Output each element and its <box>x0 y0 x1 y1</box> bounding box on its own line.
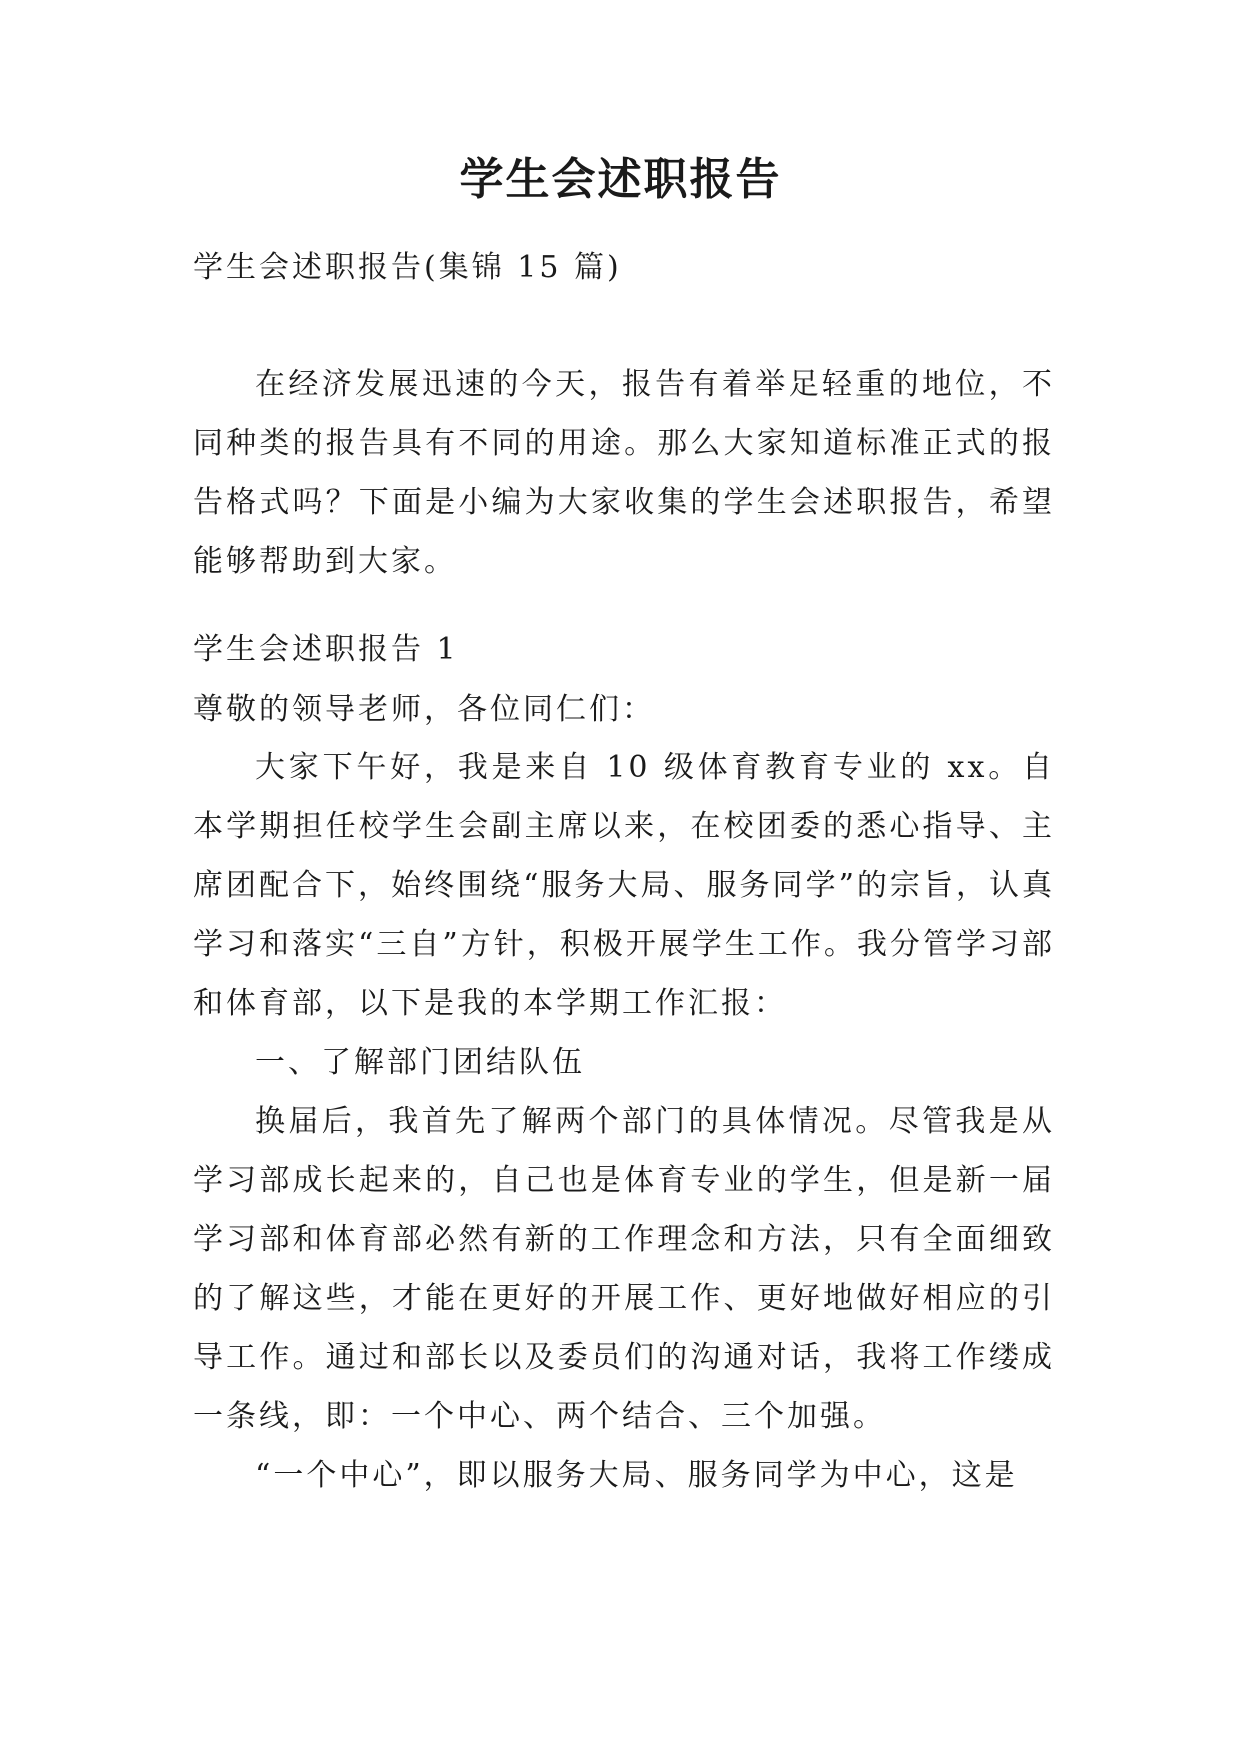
body-text <box>193 738 1055 1505</box>
document-title: 学生会述职报告 <box>459 154 782 205</box>
document-subtitle: 学生会述职报告(集锦 15 篇) <box>193 250 622 285</box>
body-paragraph-3: “一个中心”，即以服务大局、服务同学为中心，这是 <box>255 1458 1018 1493</box>
body-paragraph-2: 换届后，我首先了解两个部门的具体情况。尽管我是从学习部成长起来的，自己也是体育专业的学生，但是新一届学习部和体育部必然有新的工作理念和方法，只有全面细致的了解这些，才能在更好的开展工作、更好地做好相应的引导工作。通过和部长以及委员们的沟通对话，我将工作缕成一条线，即：一个中心、两个结合、三个加强。 <box>193 1104 1055 1434</box>
salutation: 尊敬的领导老师，各位同仁们： <box>193 692 655 727</box>
section-heading: 学生会述职报告 1 <box>193 632 459 667</box>
body-heading-1: 一、了解部门团结队伍 <box>255 1045 585 1080</box>
intro-paragraph: 在经济发展迅速的今天，报告有着举足轻重的地位，不同种类的报告具有不同的用途。那么大家知道标准正式的报告格式吗？下面是小编为大家收集的学生会述职报告，希望能够帮助到大家。 <box>193 367 1055 579</box>
body-paragraph-1: 大家下午好，我是来自 10 级体育教育专业的 xx。自本学期担任校学生会副主席以来，在校团委的悉心指导、主席团配合下，始终围绕“服务大局、服务同学”的宗旨，认真学习和落实“三自”方针，积极开展学生工作。我分管学习部和体育部，以下是我的本学期工作汇报： <box>193 750 1055 1021</box>
